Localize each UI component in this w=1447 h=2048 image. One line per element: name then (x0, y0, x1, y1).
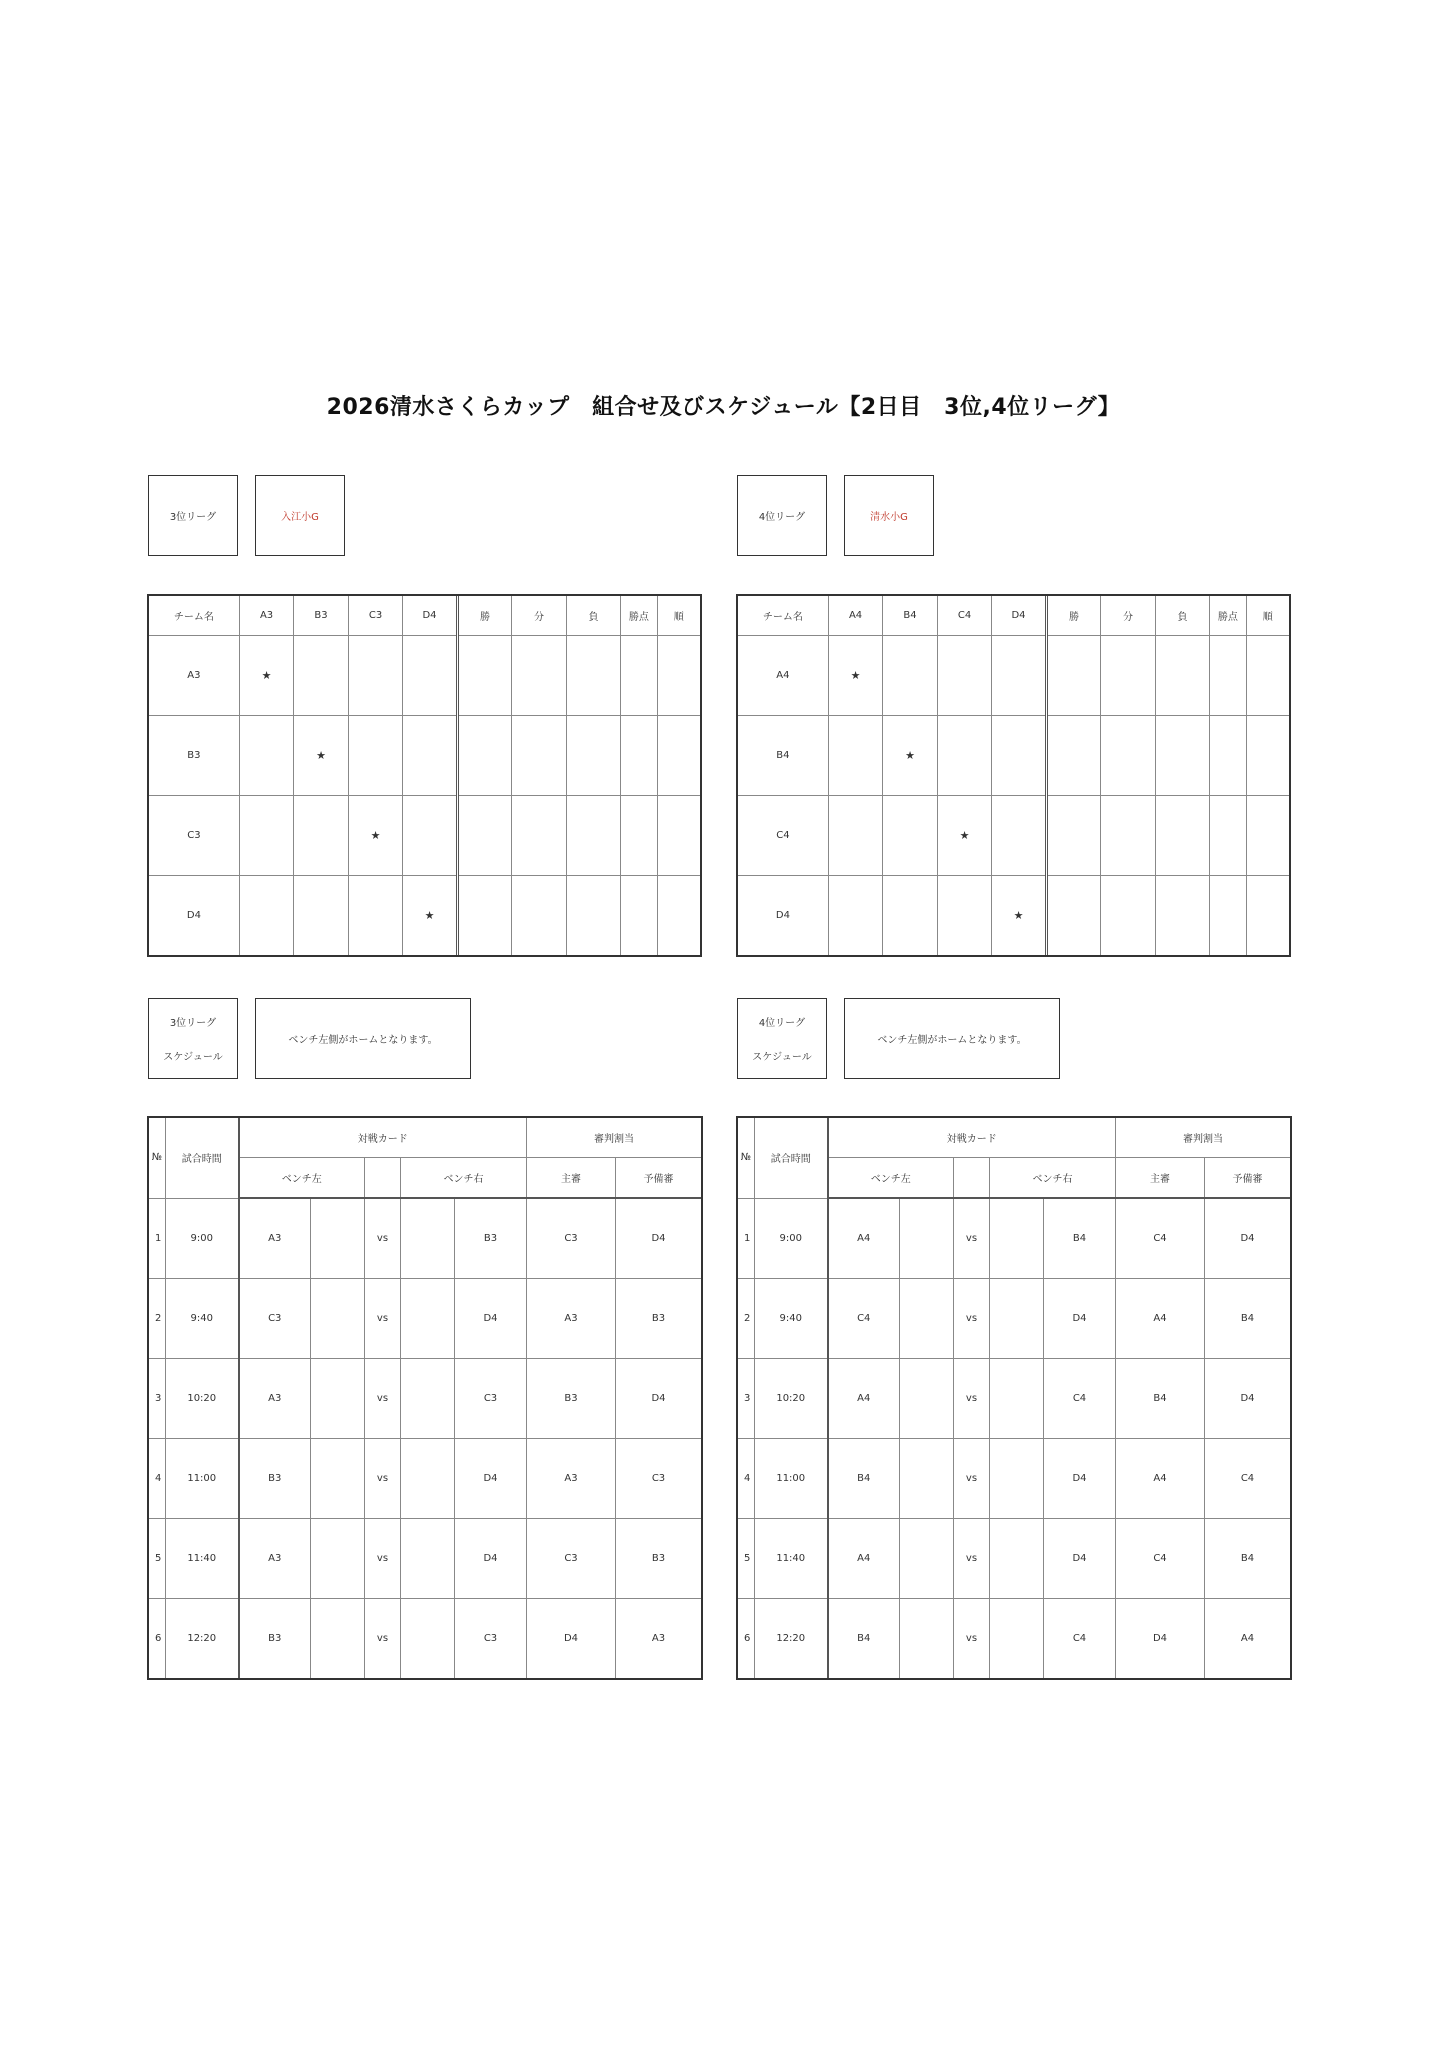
reserve-referee: B3 (616, 1279, 702, 1359)
rank-cell (657, 716, 700, 796)
header-wins: 勝 (1046, 596, 1100, 636)
header-losses: 負 (566, 596, 620, 636)
team-name-cell: A3 (149, 636, 240, 716)
schedule-label-schedule: スケジュール (163, 1051, 223, 1063)
header-reserve-referee: 予備審 (1205, 1158, 1291, 1199)
points-cell (621, 876, 657, 956)
self-match-star: ★ (348, 796, 402, 876)
header-team-name: チーム名 (738, 596, 829, 636)
left-score (900, 1198, 954, 1279)
points-cell (621, 796, 657, 876)
draws-cell (1101, 636, 1155, 716)
points-cell (1210, 876, 1246, 956)
draws-cell (512, 716, 566, 796)
result-cell (403, 796, 457, 876)
result-cell (937, 716, 991, 796)
match-time: 11:40 (166, 1519, 239, 1599)
standings-header-row (738, 596, 1290, 636)
standings-row (738, 716, 1290, 796)
match-time: 12:20 (755, 1599, 828, 1679)
rank-cell (1246, 716, 1289, 796)
bench-left-team: A3 (239, 1198, 311, 1279)
bench-left-team: B4 (828, 1439, 900, 1519)
standings-row (149, 636, 701, 716)
main-referee: B4 (1116, 1359, 1205, 1439)
draws-cell (1101, 796, 1155, 876)
vs-label: vs (365, 1439, 401, 1519)
left-score (311, 1359, 365, 1439)
right-score (401, 1519, 455, 1599)
header-team-3: C3 (348, 596, 402, 636)
main-referee: A4 (1116, 1439, 1205, 1519)
wins-cell (457, 876, 511, 956)
match-no: 4 (149, 1439, 166, 1519)
losses-cell (1155, 876, 1209, 956)
match-time: 12:20 (166, 1599, 239, 1679)
header-spacer (365, 1158, 401, 1199)
rank-cell (657, 876, 700, 956)
result-cell (403, 716, 457, 796)
header-reserve-referee: 予備審 (616, 1158, 702, 1199)
venue-box (844, 475, 934, 556)
wins-cell (457, 716, 511, 796)
vs-label: vs (365, 1279, 401, 1359)
header-draws: 分 (1101, 596, 1155, 636)
header-team-1: A4 (828, 596, 882, 636)
league-column-4th (737, 0, 1290, 2048)
vs-label: vs (365, 1519, 401, 1599)
bench-note: ベンチ左側がホームとなります。 (877, 1035, 1027, 1046)
match-time: 9:00 (755, 1198, 828, 1279)
wins-cell (1046, 716, 1100, 796)
bench-note-box (255, 998, 471, 1079)
result-cell (828, 796, 882, 876)
right-score (990, 1198, 1044, 1279)
match-no: 5 (738, 1519, 755, 1599)
result-cell (828, 716, 882, 796)
rank-cell (1246, 636, 1289, 716)
main-referee: B3 (527, 1359, 616, 1439)
match-row (149, 1198, 702, 1279)
schedule-label-league: 3位リーグ (169, 1018, 217, 1030)
result-cell (348, 876, 402, 956)
team-name-cell: D4 (149, 876, 240, 956)
main-referee: C3 (527, 1519, 616, 1599)
header-spacer (954, 1158, 990, 1199)
points-cell (621, 716, 657, 796)
match-row (738, 1279, 1291, 1359)
match-time: 11:40 (755, 1519, 828, 1599)
match-row (149, 1519, 702, 1599)
right-score (990, 1519, 1044, 1599)
right-score (990, 1279, 1044, 1359)
standings-header-row (149, 596, 701, 636)
header-rank: 順 (657, 596, 700, 636)
left-score (900, 1519, 954, 1599)
left-score (311, 1198, 365, 1279)
result-cell (883, 796, 937, 876)
draws-cell (512, 636, 566, 716)
right-score (401, 1198, 455, 1279)
standings-row (738, 636, 1290, 716)
header-team-1: A3 (239, 596, 293, 636)
vs-label: vs (365, 1359, 401, 1439)
wins-cell (1046, 636, 1100, 716)
team-name-cell: C4 (738, 796, 829, 876)
header-bench-right: ベンチ右 (990, 1158, 1116, 1199)
match-no: 6 (738, 1599, 755, 1679)
reserve-referee: D4 (616, 1198, 702, 1279)
match-no: 2 (738, 1279, 755, 1359)
match-no: 2 (149, 1279, 166, 1359)
vs-label: vs (954, 1599, 990, 1679)
result-cell (294, 876, 348, 956)
bench-right-team: D4 (455, 1279, 527, 1359)
points-cell (1210, 636, 1246, 716)
result-cell (937, 876, 991, 956)
bench-left-team: A4 (828, 1519, 900, 1599)
left-score (900, 1279, 954, 1359)
match-row (149, 1439, 702, 1519)
right-score (401, 1439, 455, 1519)
main-referee: C4 (1116, 1198, 1205, 1279)
reserve-referee: D4 (1205, 1359, 1291, 1439)
match-no: 3 (738, 1359, 755, 1439)
header-points: 勝点 (621, 596, 657, 636)
draws-cell (512, 796, 566, 876)
left-score (900, 1439, 954, 1519)
wins-cell (1046, 876, 1100, 956)
result-cell (992, 796, 1046, 876)
match-row (738, 1439, 1291, 1519)
header-draws: 分 (512, 596, 566, 636)
bench-right-team: D4 (1044, 1439, 1116, 1519)
bench-right-team: B4 (1044, 1198, 1116, 1279)
vs-label: vs (365, 1599, 401, 1679)
team-name-cell: C3 (149, 796, 240, 876)
bench-right-team: B3 (455, 1198, 527, 1279)
bench-note: ベンチ左側がホームとなります。 (288, 1035, 438, 1046)
bench-right-team: C3 (455, 1359, 527, 1439)
match-row (149, 1279, 702, 1359)
team-name-cell: B3 (149, 716, 240, 796)
match-no: 1 (738, 1198, 755, 1279)
main-referee: D4 (1116, 1599, 1205, 1679)
match-no: 1 (149, 1198, 166, 1279)
schedule-label-box (737, 998, 827, 1079)
result-cell (937, 636, 991, 716)
match-time: 9:00 (166, 1198, 239, 1279)
rank-cell (657, 636, 700, 716)
header-match: 対戦カード (828, 1118, 1116, 1158)
header-main-referee: 主審 (1116, 1158, 1205, 1199)
losses-cell (1155, 716, 1209, 796)
result-cell (294, 796, 348, 876)
rank-cell (1246, 876, 1289, 956)
match-row (738, 1519, 1291, 1599)
standings-row (149, 796, 701, 876)
bench-right-team: C4 (1044, 1599, 1116, 1679)
reserve-referee: D4 (616, 1359, 702, 1439)
points-cell (1210, 796, 1246, 876)
standings-table (737, 595, 1290, 956)
left-score (311, 1599, 365, 1679)
header-time: 試合時間 (166, 1118, 239, 1199)
vs-label: vs (954, 1198, 990, 1279)
self-match-star: ★ (828, 636, 882, 716)
league-column-3rd (148, 0, 701, 2048)
schedule-header-row-1 (738, 1118, 1291, 1158)
self-match-star: ★ (294, 716, 348, 796)
bench-right-team: D4 (1044, 1279, 1116, 1359)
match-no: 3 (149, 1359, 166, 1439)
league-label-box (737, 475, 827, 556)
result-cell (239, 876, 293, 956)
header-team-4: D4 (992, 596, 1046, 636)
draws-cell (1101, 716, 1155, 796)
self-match-star: ★ (937, 796, 991, 876)
league-label: 3位リーグ (169, 512, 217, 523)
result-cell (992, 636, 1046, 716)
losses-cell (566, 716, 620, 796)
reserve-referee: B4 (1205, 1279, 1291, 1359)
venue-name: 入江小G (281, 512, 319, 523)
result-cell (992, 716, 1046, 796)
schedule-label-box (148, 998, 238, 1079)
page-title: 2026清水さくらカップ 組合せ及びスケジュール【2日目 3位,4位リーグ】 (326, 395, 1121, 420)
schedule-label-schedule: スケジュール (752, 1051, 812, 1063)
right-score (401, 1359, 455, 1439)
main-referee: C3 (527, 1198, 616, 1279)
header-bench-left: ベンチ左 (828, 1158, 954, 1199)
header-referee: 審判割当 (1116, 1118, 1291, 1158)
match-time: 9:40 (166, 1279, 239, 1359)
main-referee: A3 (527, 1439, 616, 1519)
header-rank: 順 (1246, 596, 1289, 636)
bench-left-team: B3 (239, 1439, 311, 1519)
match-row (738, 1359, 1291, 1439)
bench-left-team: B3 (239, 1599, 311, 1679)
standings-table (148, 595, 701, 956)
schedule-table (737, 1117, 1291, 1679)
reserve-referee: B4 (1205, 1519, 1291, 1599)
match-time: 11:00 (755, 1439, 828, 1519)
result-cell (883, 636, 937, 716)
result-cell (239, 716, 293, 796)
losses-cell (1155, 636, 1209, 716)
schedule-table (148, 1117, 702, 1679)
bench-note-box (844, 998, 1060, 1079)
header-time: 試合時間 (755, 1118, 828, 1199)
reserve-referee: C4 (1205, 1439, 1291, 1519)
header-team-name: チーム名 (149, 596, 240, 636)
team-name-cell: D4 (738, 876, 829, 956)
self-match-star: ★ (992, 876, 1046, 956)
standings-row (738, 796, 1290, 876)
bench-right-team: D4 (455, 1519, 527, 1599)
reserve-referee: A3 (616, 1599, 702, 1679)
self-match-star: ★ (883, 716, 937, 796)
draws-cell (512, 876, 566, 956)
losses-cell (566, 796, 620, 876)
header-bench-left: ベンチ左 (239, 1158, 365, 1199)
match-no: 5 (149, 1519, 166, 1599)
bench-left-team: A4 (828, 1359, 900, 1439)
reserve-referee: D4 (1205, 1198, 1291, 1279)
league-label: 4位リーグ (758, 512, 806, 523)
bench-left-team: C3 (239, 1279, 311, 1359)
vs-label: vs (954, 1359, 990, 1439)
wins-cell (457, 796, 511, 876)
header-wins: 勝 (457, 596, 511, 636)
header-team-4: D4 (403, 596, 457, 636)
reserve-referee: B3 (616, 1519, 702, 1599)
bench-left-team: A3 (239, 1519, 311, 1599)
result-cell (348, 636, 402, 716)
result-cell (403, 636, 457, 716)
header-match: 対戦カード (239, 1118, 527, 1158)
header-bench-right: ベンチ右 (401, 1158, 527, 1199)
standings-row (738, 876, 1290, 956)
match-time: 10:20 (755, 1359, 828, 1439)
main-referee: A3 (527, 1279, 616, 1359)
bench-right-team: C3 (455, 1599, 527, 1679)
schedule-label-league: 4位リーグ (758, 1018, 806, 1030)
right-score (990, 1439, 1044, 1519)
team-name-cell: B4 (738, 716, 829, 796)
match-row (738, 1198, 1291, 1279)
match-no: 4 (738, 1439, 755, 1519)
standings-row (149, 876, 701, 956)
header-no: № (738, 1118, 755, 1199)
team-name-cell: A4 (738, 636, 829, 716)
schedule-header-row-1 (149, 1118, 702, 1158)
bench-left-team: B4 (828, 1599, 900, 1679)
result-cell (883, 876, 937, 956)
losses-cell (1155, 796, 1209, 876)
result-cell (828, 876, 882, 956)
vs-label: vs (365, 1198, 401, 1279)
bench-left-team: A3 (239, 1359, 311, 1439)
header-main-referee: 主審 (527, 1158, 616, 1199)
points-cell (621, 636, 657, 716)
self-match-star: ★ (239, 636, 293, 716)
reserve-referee: A4 (1205, 1599, 1291, 1679)
header-no: № (149, 1118, 166, 1199)
header-team-3: C4 (937, 596, 991, 636)
main-referee: A4 (1116, 1279, 1205, 1359)
bench-left-team: C4 (828, 1279, 900, 1359)
match-row (738, 1599, 1291, 1679)
match-time: 9:40 (755, 1279, 828, 1359)
losses-cell (566, 876, 620, 956)
match-row (149, 1599, 702, 1679)
left-score (900, 1359, 954, 1439)
main-referee: C4 (1116, 1519, 1205, 1599)
match-time: 11:00 (166, 1439, 239, 1519)
rank-cell (1246, 796, 1289, 876)
self-match-star: ★ (403, 876, 457, 956)
right-score (990, 1359, 1044, 1439)
header-referee: 審判割当 (527, 1118, 702, 1158)
header-points: 勝点 (1210, 596, 1246, 636)
left-score (311, 1519, 365, 1599)
result-cell (239, 796, 293, 876)
right-score (990, 1599, 1044, 1679)
match-time: 10:20 (166, 1359, 239, 1439)
venue-name: 清水小G (870, 512, 908, 523)
vs-label: vs (954, 1279, 990, 1359)
left-score (311, 1439, 365, 1519)
venue-box (255, 475, 345, 556)
header-losses: 負 (1155, 596, 1209, 636)
right-score (401, 1279, 455, 1359)
draws-cell (1101, 876, 1155, 956)
vs-label: vs (954, 1519, 990, 1599)
bench-right-team: D4 (1044, 1519, 1116, 1599)
header-team-2: B3 (294, 596, 348, 636)
left-score (900, 1599, 954, 1679)
result-cell (348, 716, 402, 796)
bench-right-team: D4 (455, 1439, 527, 1519)
result-cell (294, 636, 348, 716)
losses-cell (566, 636, 620, 716)
wins-cell (457, 636, 511, 716)
right-score (401, 1599, 455, 1679)
vs-label: vs (954, 1439, 990, 1519)
left-score (311, 1279, 365, 1359)
wins-cell (1046, 796, 1100, 876)
header-team-2: B4 (883, 596, 937, 636)
rank-cell (657, 796, 700, 876)
match-row (149, 1359, 702, 1439)
bench-right-team: C4 (1044, 1359, 1116, 1439)
reserve-referee: C3 (616, 1439, 702, 1519)
league-label-box (148, 475, 238, 556)
main-referee: D4 (527, 1599, 616, 1679)
match-no: 6 (149, 1599, 166, 1679)
points-cell (1210, 716, 1246, 796)
bench-left-team: A4 (828, 1198, 900, 1279)
standings-row (149, 716, 701, 796)
